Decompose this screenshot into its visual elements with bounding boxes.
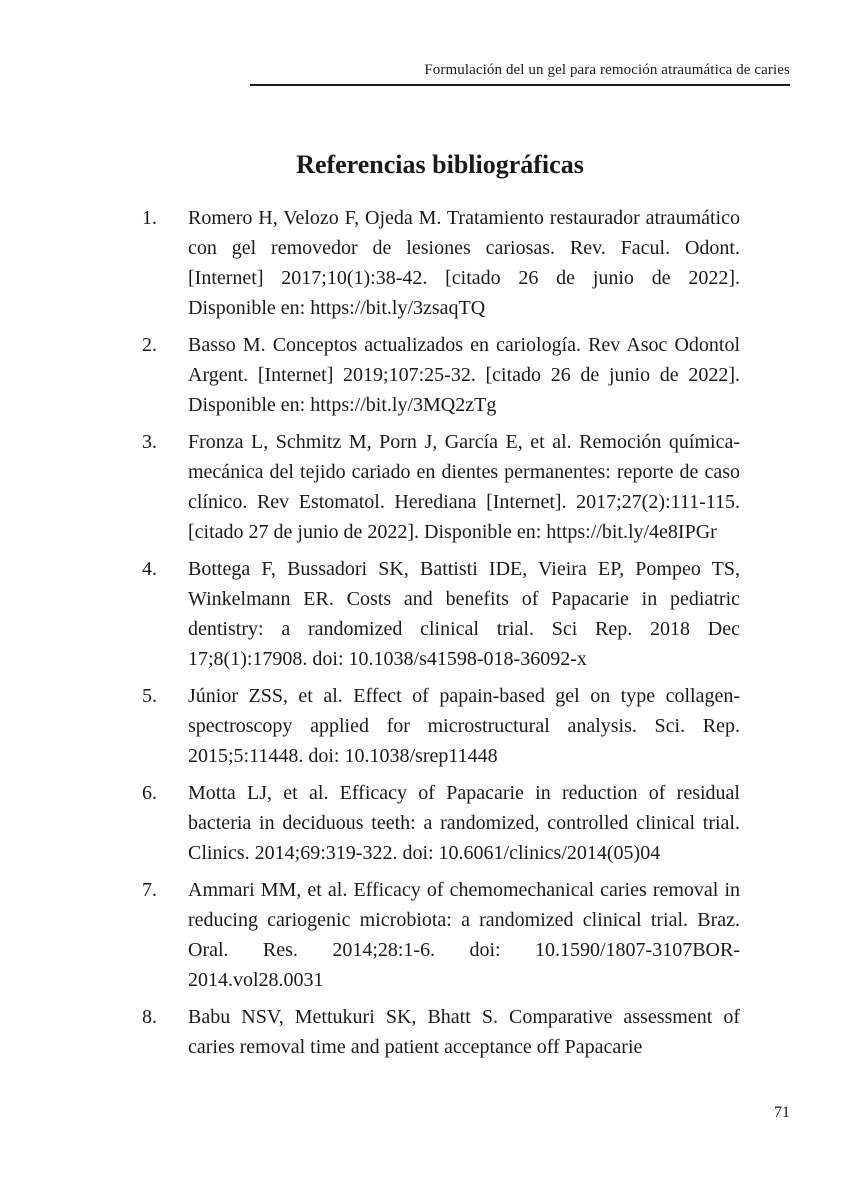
reference-item: [142, 681, 740, 771]
reference-item: [142, 427, 740, 547]
reference-text: Babu NSV, Mettukuri SK, Bhatt S. Comparative assessment of caries removal time and patient acceptance off Papacarie: [188, 1006, 740, 1058]
reference-number: 3.: [142, 431, 157, 453]
reference-number: 6.: [142, 782, 157, 804]
reference-text: Romero H, Velozo F, Ojeda M. Tratamiento restaurador atraumático con gel removedor de lesiones cariosas. Rev. Facul. Odont. [Internet] 2017;10(1):38-42. [citado 26 de junio de 2022]. Disponible en: https://bit.ly/3zsaqTQ: [188, 207, 740, 319]
running-head: Formulación del un gel para remoción atraumática de caries: [424, 62, 790, 78]
reference-text: Fronza L, Schmitz M, Porn J, García E, et al. Remoción química-mecánica del tejido cariado en dientes permanentes: reporte de caso clínico. Rev Estomatol. Herediana [Internet]. 2017;27(2):111-115. [citado 27 de junio de 2022]. Disponible en: https://bit.ly/4e8IPGr: [188, 431, 740, 543]
reference-item: [142, 1002, 740, 1062]
reference-item: [142, 203, 740, 323]
reference-number: 5.: [142, 685, 157, 707]
reference-number: 8.: [142, 1006, 157, 1028]
reference-number: 1.: [142, 207, 157, 229]
section-title: Referencias bibliográficas: [296, 150, 584, 179]
reference-item: [142, 330, 740, 420]
reference-text: Motta LJ, et al. Efficacy of Papacarie in reduction of residual bacteria in deciduous teeth: a randomized, controlled clinical trial. Clinics. 2014;69:319-322. doi: 10.6061/clinics/2014(05)04: [188, 782, 740, 864]
reference-text: Basso M. Conceptos actualizados en cariología. Rev Asoc Odontol Argent. [Internet] 2019;107:25-32. [citado 26 de junio de 2022]. Disponible en: https://bit.ly/3MQ2zTg: [188, 334, 740, 416]
reference-text: Bottega F, Bussadori SK, Battisti IDE, Vieira EP, Pompeo TS, Winkelmann ER. Costs and benefits of Papacarie in pediatric dentistry: a randomized clinical trial. Sci Rep. 2018 Dec 17;8(1):17908. doi: 10.1038/s41598-018-36092-x: [188, 558, 740, 670]
reference-item: [142, 778, 740, 868]
header-rule: [250, 84, 790, 86]
reference-number: 2.: [142, 334, 157, 356]
reference-list: [142, 203, 740, 1069]
reference-item: [142, 875, 740, 995]
reference-number: 4.: [142, 558, 157, 580]
reference-item: [142, 554, 740, 674]
page-number: 71: [774, 1104, 790, 1121]
reference-text: Júnior ZSS, et al. Effect of papain-based gel on type collagen-spectroscopy applied for microstructural analysis. Sci. Rep. 2015;5:11448. doi: 10.1038/srep11448: [188, 685, 740, 767]
reference-text: Ammari MM, et al. Efficacy of chemomechanical caries removal in reducing cariogenic microbiota: a randomized clinical trial. Braz. Oral. Res. 2014;28:1-6. doi: 10.1590/1807-3107BOR-2014.vol28.0031: [188, 879, 740, 991]
reference-number: 7.: [142, 879, 157, 901]
